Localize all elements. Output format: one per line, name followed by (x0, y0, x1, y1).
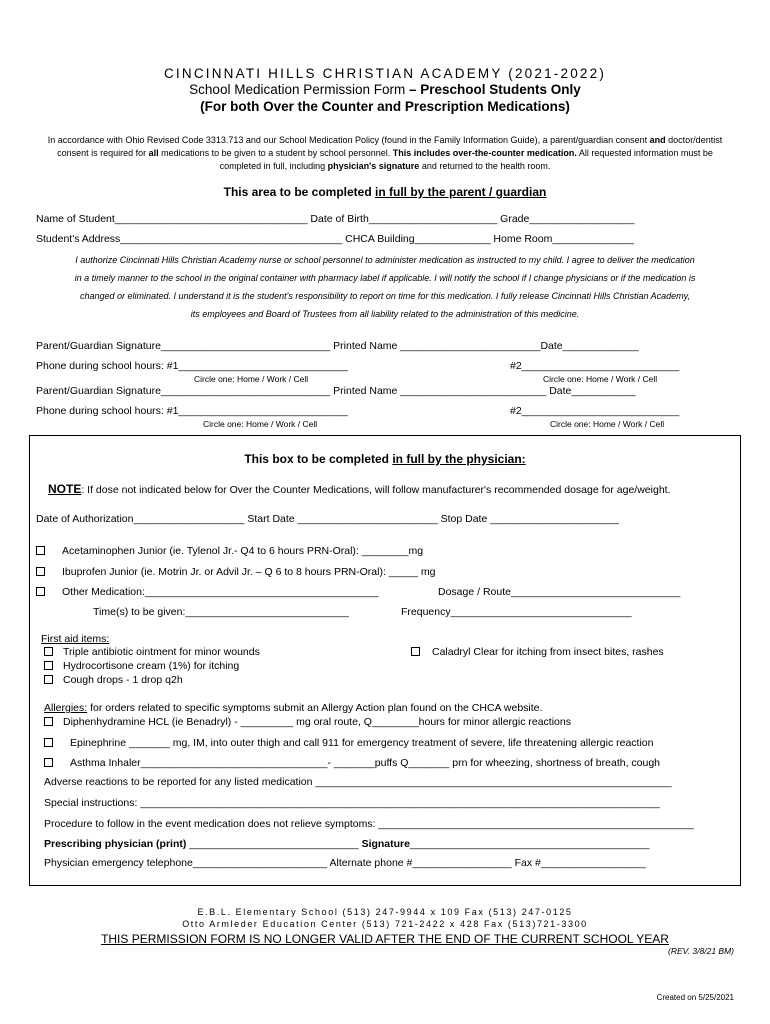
intro-text: and returned to the health room. (419, 161, 551, 171)
checkbox-icon[interactable] (44, 758, 53, 767)
prescribing-label: Prescribing physician (print) (44, 838, 187, 850)
intro-bold: and (649, 135, 666, 145)
circle-one-label: Circle one: Home / Work / Cell (550, 419, 665, 429)
physician-phone-field[interactable]: Physician emergency telephone_______________________ Alternate phone #_________________ Fax #__________________ (44, 857, 646, 869)
item-label: Epinephrine _______ mg, IM, into outer thigh and call 911 for emergency treatment of severe, life threatening allergic reaction (70, 737, 654, 749)
student-name-field[interactable]: Name of Student_________________________________ Date of Birth______________________ Grade__________________ (36, 213, 635, 225)
note-text: : If dose not indicated below for Over the Counter Medications, will follow manufacturer's recommended dosage for age/weight. (81, 484, 671, 496)
allergies-label: Allergies: (44, 702, 88, 714)
special-instructions-field[interactable]: Special instructions: _________________________________________________________________________________________ (44, 797, 661, 809)
frequency-field[interactable]: Frequency_______________________________ (401, 606, 632, 618)
checkbox-icon[interactable] (44, 675, 53, 684)
first-aid-item[interactable] (44, 660, 239, 672)
allergy-asthma-inhaler[interactable] (44, 757, 660, 769)
intro-text: In accordance with Ohio Revised Code 3313.713 and our School Medication Policy (found in the Family Information Guide), a parent/guardian consent (47, 135, 650, 145)
first-aid-label: First aid items: (41, 633, 110, 645)
authorization-text: I authorize Cincinnati Hills Christian Academy nurse or school personnel to administer medication as instructed to my child. I agree to deliver the medication (75, 255, 695, 265)
intro-bold: This includes over-the-counter medication. (392, 148, 577, 158)
checkbox-icon[interactable] (44, 647, 53, 656)
item-label: Hydrocortisone cream (1%) for itching (63, 660, 240, 672)
intro-bold: physician's signature (327, 161, 420, 171)
allergies-line (44, 702, 542, 714)
parent-signature-1[interactable]: Parent/Guardian Signature_____________________________ Printed Name ________________________Date_____________ (36, 340, 639, 352)
intro-paragraph (40, 134, 730, 173)
note-line (48, 482, 671, 496)
authorization-text: its employees and Board of Trustees from all liability related to the administration of this medicine. (190, 309, 580, 319)
item-label: Triple antibiotic ointment for minor wounds (63, 646, 260, 658)
allergy-diphenhydramine[interactable] (44, 716, 571, 728)
student-address-field[interactable]: Student's Address______________________________________ CHCA Building_____________ Home Room______________ (36, 233, 635, 245)
item-label: Asthma Inhaler________________________________- _______puffs Q_______ prn for wheezing, shortness of breath, cough (70, 757, 661, 769)
heading-underlined: in full by the parent / guardian (375, 185, 547, 199)
form-subtitle: (For both Over the Counter and Prescription Medications) (200, 99, 570, 114)
phone-1-field[interactable]: Phone during school hours: #1_____________________________ (36, 360, 348, 372)
physician-section-heading (0, 452, 770, 466)
heading-text: This area to be completed (223, 185, 375, 199)
authorization-dates-field[interactable]: Date of Authorization___________________ Start Date ________________________ Stop Date ______________________ (36, 513, 619, 525)
phone-3-field[interactable]: Phone during school hours: #1_____________________________ (36, 405, 348, 417)
created-date: Created on 5/25/2021 (656, 993, 734, 1002)
med-ibuprofen[interactable] (36, 566, 436, 578)
first-aid-item[interactable] (411, 646, 664, 658)
intro-bold: all (148, 148, 159, 158)
parent-signature-2[interactable]: Parent/Guardian Signature_____________________________ Printed Name _________________________ Date___________ (36, 385, 636, 397)
footer-contact-1: E.B.L. Elementary School (513) 247-9944 x 109 Fax (513) 247-0125 (197, 907, 573, 917)
authorization-text: changed or eliminated. I understand it is the student's responsibility to report on time for this medication. I fully release Cincinnati Hills Christian Academy, (79, 291, 690, 301)
form-title-plain: School Medication Permission Form (189, 82, 410, 97)
adverse-reactions-field[interactable]: Adverse reactions to be reported for any listed medication _____________________________________________________________ (44, 776, 672, 788)
circle-one-label: Circle one: Home / Work / Cell (203, 419, 318, 429)
checkbox-icon[interactable] (36, 567, 45, 576)
footer-contact-2: Otto Armleder Education Center (513) 721-2422 x 428 Fax (513)721-3300 (182, 919, 588, 929)
time-given-field[interactable]: Time(s) to be given:____________________________ (93, 606, 349, 618)
parent-section-heading (0, 185, 770, 199)
item-label: Diphenhydramine HCL (ie Benadryl) - _________ mg oral route, Q________hours for minor allergic reactions (63, 716, 571, 728)
item-label: Cough drops - 1 drop q2h (63, 674, 183, 686)
first-aid-item[interactable] (44, 674, 183, 686)
prescribing-line: _____________________________ (186, 838, 362, 850)
med-label: Other Medication:________________________________________ (62, 586, 379, 598)
intro-text: doctor/dentist consent is required for (57, 135, 723, 158)
item-label: Caladryl Clear for itching from insect bites, rashes (432, 646, 664, 658)
heading-underlined: in full by the physician: (392, 452, 526, 466)
heading-text: This box to be completed (244, 452, 393, 466)
checkbox-icon[interactable] (44, 717, 53, 726)
med-acetaminophen[interactable] (36, 545, 423, 557)
authorization-text: in a timely manner to the school in the original container with pharmacy label if applicable. I will notify the school if I change physicians or if the medication is (74, 273, 696, 283)
checkbox-icon[interactable] (36, 587, 45, 596)
med-label: Ibuprofen Junior (ie. Motrin Jr. or Advil Jr. – Q 6 to 8 hours PRN-Oral): _____ mg (62, 566, 436, 578)
prescribing-physician-field[interactable] (44, 838, 649, 850)
med-label: Acetaminophen Junior (ie. Tylenol Jr.- Q4 to 6 hours PRN-Oral): ________mg (62, 545, 424, 557)
phone-2-field[interactable]: #2___________________________ (510, 360, 680, 372)
checkbox-icon[interactable] (44, 738, 53, 747)
validity-notice: THIS PERMISSION FORM IS NO LONGER VALID AFTER THE END OF THE CURRENT SCHOOL YEAR (101, 932, 669, 946)
form-title-bold: – Preschool Students Only (409, 82, 581, 97)
form-title (0, 82, 770, 97)
allergies-text: for orders related to specific symptoms submit an Allergy Action plan found on the CHCA website. (87, 702, 543, 714)
intro-text: medications to be given to a student by school personnel. (158, 148, 393, 158)
procedure-field[interactable]: Procedure to follow in the event medication does not relieve symptoms: ______________________________________________________ (44, 818, 694, 830)
circle-one-label: Circle one: Home / Work / Cell (194, 374, 309, 384)
circle-one-label: Circle one: Home / Work / Cell (543, 374, 658, 384)
signature-line: _________________________________________ (410, 838, 650, 850)
revision-label: (REV. 3/8/21 BM) (668, 946, 734, 956)
allergy-epinephrine[interactable] (44, 737, 653, 749)
checkbox-icon[interactable] (411, 647, 420, 656)
first-aid-item[interactable] (44, 646, 260, 658)
checkbox-icon[interactable] (44, 661, 53, 670)
med-other[interactable] (36, 586, 378, 598)
signature-label: Signature (361, 838, 410, 850)
checkbox-icon[interactable] (36, 546, 45, 555)
school-title: CINCINNATI HILLS CHRISTIAN ACADEMY (2021-2022) (163, 66, 607, 81)
intro-text: All requested information must be completed in full, including (219, 148, 713, 171)
dosage-route-field[interactable]: Dosage / Route_____________________________ (438, 586, 681, 598)
note-label: NOTE (48, 482, 82, 496)
phone-4-field[interactable]: #2___________________________ (510, 405, 680, 417)
